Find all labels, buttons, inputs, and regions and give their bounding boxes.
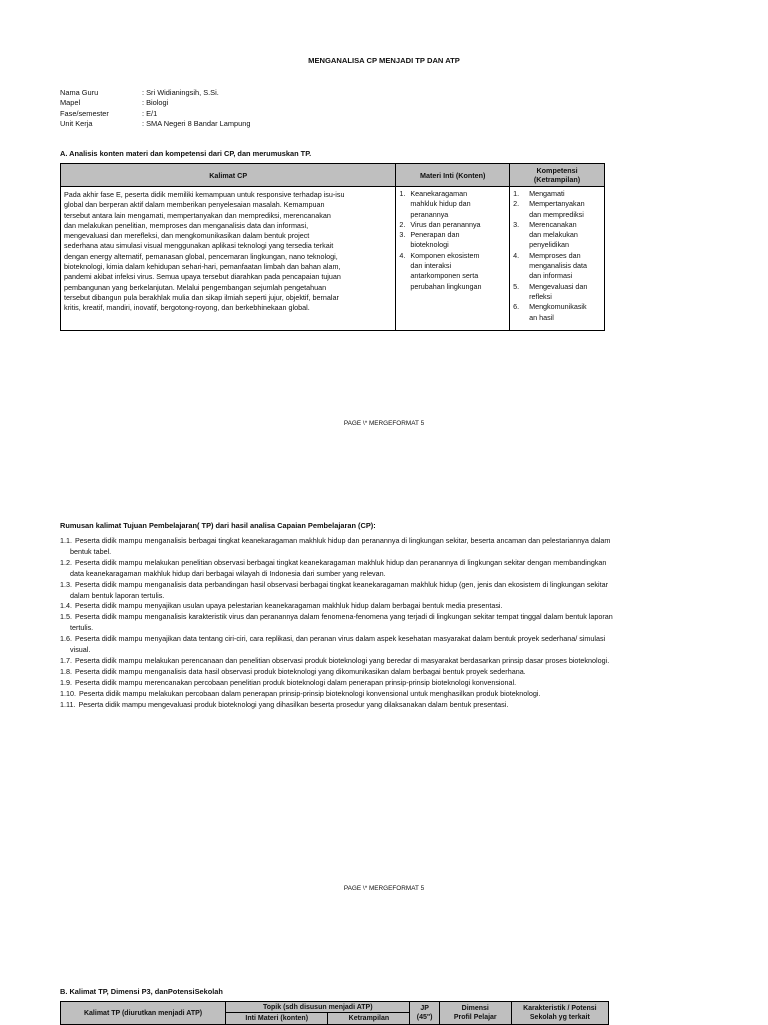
materi-item <box>396 189 507 220</box>
kompetensi-cell <box>510 187 605 331</box>
cp-text-line: tersebut antara lain mengamati, mempertanyakan dan memprediksi, merencanakan <box>64 210 331 220</box>
tp-item-line <box>60 689 710 700</box>
tp-item-text: Peserta didik mampu menyajikan data tentang ciri-ciri, cara replikasi, dan peranan virus dalam aspek kesehatan masyarakat dalam bentuk proyek sederhana/ simulasi <box>75 634 606 644</box>
materi-item-line: Penerapan dan <box>410 230 460 240</box>
info-label: Nama Guru <box>60 88 99 97</box>
materi-item-line: bioteknologi <box>410 240 449 250</box>
tp-item-text: Peserta didik mampu menyajikan usulan upaya pelestarian keanekaragaman makhluk hidup dalam berbagai bentuk media presentasi. <box>75 601 503 611</box>
tp-item-line <box>60 678 710 689</box>
materi-item-line: mahkluk hidup dan <box>410 199 471 209</box>
materi-item-line: dan interaksi <box>410 261 452 271</box>
materi-item-number: 4. <box>399 250 406 260</box>
header-dimensi-line2: Profil Pelajar <box>453 1014 497 1021</box>
info-row <box>60 88 250 98</box>
kompetensi-item-number: 2. <box>513 199 520 209</box>
tp-item-text: Peserta didik mampu menganalisis data perbandingan hasil observasi berbagai tingkat keanekaragaman makhluk hidup (gen, jenis dan ekosistem di lingkungan sekitar <box>75 579 608 589</box>
kompetensi-item-line: Merencanakan <box>529 219 577 229</box>
header-dimensi-line1: Dimensi <box>461 1005 489 1012</box>
kompetensi-item-line: Mengkomunikasik <box>529 302 587 312</box>
header-inti-materi: Inti Materi (konten) <box>226 1013 328 1025</box>
cp-text-line: bioteknologi, kimia dalam kehidupan sehari-hari, pemanfaatan limbah dan bahan alam, <box>64 262 341 272</box>
info-row <box>60 109 250 119</box>
kompetensi-item-line: refleksi <box>529 291 552 301</box>
tp-item-text: visual. <box>70 645 91 655</box>
info-value: : SMA Negeri 8 Bandar Lampung <box>142 118 251 128</box>
kompetensi-item-text <box>529 282 587 303</box>
header-kalimat-tp: Kalimat TP (diurutkan menjadi ATP) <box>61 1002 226 1025</box>
kompetensi-item <box>510 282 602 303</box>
info-label: Fase/semester <box>60 108 109 118</box>
kompetensi-item-number: 1. <box>513 189 520 198</box>
materi-cell <box>396 187 510 331</box>
tp-item-text: tertulis. <box>70 623 94 633</box>
materi-item-number: 1. <box>399 189 406 198</box>
tp-item-line <box>60 700 710 711</box>
document-title: MENGANALISA CP MENJADI TP DAN ATP <box>308 56 460 65</box>
tp-item-line <box>60 569 710 580</box>
kompetensi-item-line: Mengevaluasi dan <box>529 281 588 291</box>
tp-item-line <box>60 645 710 656</box>
tp-item-line <box>60 580 710 591</box>
tp-item-number: 1.10. <box>60 688 76 698</box>
tp-item-number: 1.4. <box>60 601 72 611</box>
kompetensi-item <box>510 251 602 282</box>
header-jp <box>410 1002 439 1025</box>
materi-item-line: peranannya <box>410 209 449 219</box>
kompetensi-item-line: dan memprediksi <box>529 209 584 219</box>
materi-item-line: Keanekaragaman <box>410 189 468 198</box>
tp-item-line <box>60 612 710 623</box>
tp-item-text: Peserta didik mampu melakukan penelitian observasi berbagai tingkat keanekaragaman makhluk hidup dan peranannya di lingkungan sekitar dengan membandingkan <box>75 557 607 567</box>
info-label: Mapel <box>60 98 81 108</box>
section-a-heading: A. Analisis konten materi dan kompetensi dari CP, dan merumuskan TP. <box>60 149 312 158</box>
cp-text-line: global dan berperan aktif dalam memberikan penyelesaian masalah. Kemampuan <box>64 200 325 210</box>
tp-item-line <box>60 634 710 645</box>
materi-item-line: Virus dan peranannya <box>410 219 481 229</box>
info-row <box>60 98 250 108</box>
cp-text-line: kritis, kreatif, mandiri, inovatif, bergotong-royong, dan berkebhinekaan global. <box>64 303 310 313</box>
header-kompetensi <box>510 164 605 187</box>
tp-item-text: data keanekaragaman makhluk hidup dari berbagai wilayah di Indonesia dari sumber yang relevan. <box>70 568 386 578</box>
cp-text-line: dengan energy alternatif, pemanasan global, pencemaran lingkungan, nano teknologi, <box>64 251 338 261</box>
kompetensi-item-text <box>529 302 587 323</box>
header-kompetensi-line2: (Ketrampilan) <box>533 175 581 184</box>
cp-text-line: tersebut dibangun pula berakhlak mulia dan sikap ilmiah seperti jujur, objektif, bernalar <box>64 292 339 302</box>
materi-item-text <box>410 230 459 251</box>
cp-text-line: pembangunan yang berkelanjutan. Melalui pengembangan sejumlah pengetahuan <box>64 282 327 292</box>
kompetensi-item-line: an hasil <box>529 312 554 322</box>
tp-item-number: 1.11. <box>60 699 76 709</box>
kompetensi-item-number: 3. <box>513 219 520 229</box>
tp-item-line <box>60 536 710 547</box>
info-value: : E/1 <box>142 108 158 118</box>
kompetensi-item-number: 5. <box>513 281 520 291</box>
header-materi-inti: Materi Inti (Konten) <box>396 164 510 187</box>
kompetensi-item-text <box>529 189 565 199</box>
info-label: Unit Kerja <box>60 118 93 128</box>
tp-item-line <box>60 601 710 612</box>
materi-item-text <box>410 189 470 220</box>
tp-list <box>60 536 710 711</box>
cp-analysis-table <box>60 163 605 331</box>
identity-block <box>60 88 250 129</box>
tp-item-line <box>60 547 710 558</box>
kompetensi-item <box>510 220 602 251</box>
tp-item-text: Peserta didik mampu melakukan percobaan dalam penerapan prinsip-prinsip bioteknologi konvensional untuk menghasilkan produk bioteknologi. <box>79 688 541 698</box>
tp-item-number: 1.5. <box>60 612 72 622</box>
kompetensi-item-line: Memproses dan <box>529 250 581 260</box>
materi-item-line: Komponen ekosistem <box>410 250 480 260</box>
tp-item-line <box>60 623 710 634</box>
materi-item-line: perubahan lingkungan <box>410 281 482 291</box>
info-row <box>60 119 250 129</box>
kompetensi-item <box>510 189 602 199</box>
tp-heading: Rumusan kalimat Tujuan Pembelajaran( TP) dari hasil analisa Capaian Pembelajaran (CP): <box>60 521 376 530</box>
tp-item-text: Peserta didik mampu melakukan perencanaan dan penelitian observasi produk bioteknologi yang beredar di masyarakat berdasarkan prinsip dasar proses bioteknologi. <box>75 655 610 665</box>
header-ketrampilan: Ketrampilan <box>328 1013 410 1025</box>
page-field-footer-2: PAGE \* MERGEFORMAT 5 <box>343 885 425 892</box>
header-topik: Topik (sdh disusun menjadi ATP) <box>226 1002 410 1013</box>
tp-item-text: Peserta didik mampu menganalisis data hasil observasi produk bioteknologi yang dikomunikasikan dalam berbagai bentuk proyek sederhana. <box>75 666 526 676</box>
cp-text-cell <box>61 187 396 331</box>
cp-text-line: dan melakukan penelitian, memproses dan menganalisis data dan informasi, <box>64 220 309 230</box>
kompetensi-item <box>510 302 602 323</box>
header-karakteristik-line2: Sekolah yg terkait <box>529 1014 590 1021</box>
page-field-footer: PAGE \* MERGEFORMAT 5 <box>343 420 425 427</box>
materi-item-number: 2. <box>399 219 406 229</box>
kompetensi-item-number: 4. <box>513 250 520 260</box>
tp-item-text: Peserta didik mampu merencanakan percobaan penelitian produk bioteknologi dalam penerapan prinsip-prinsip bioteknologi konvensional. <box>75 677 517 687</box>
tp-item-number: 1.7. <box>60 655 72 665</box>
tp-item-line <box>60 591 710 602</box>
tp-item-text: Peserta didik mampu mengevaluasi produk bioteknologi yang dihasilkan beserta prosedur yang dilaksanakan dalam bentuk presentasi. <box>78 699 509 709</box>
header-karakteristik-line1: Karakteristik / Potensi <box>523 1005 597 1012</box>
tp-item-number: 1.2. <box>60 557 72 567</box>
materi-item-text <box>410 251 481 292</box>
kompetensi-item-text <box>529 220 578 251</box>
tp-item-number: 1.3. <box>60 579 72 589</box>
header-karakteristik <box>511 1002 608 1025</box>
tp-item-number: 1.8. <box>60 666 72 676</box>
kompetensi-item-line: Mempertanyakan <box>529 199 585 209</box>
tp-item-number: 1.9. <box>60 677 72 687</box>
materi-item <box>396 230 507 251</box>
header-dimensi <box>439 1002 511 1025</box>
tp-item-text: bentuk tabel. <box>70 546 112 556</box>
materi-item-number: 3. <box>399 230 406 240</box>
tp-item-number: 1.6. <box>60 634 72 644</box>
kompetensi-item <box>510 199 602 220</box>
header-jp-line2: (45") <box>416 1014 433 1021</box>
header-kompetensi-line1: Kompetensi <box>536 166 578 175</box>
kompetensi-item-line: dan informasi <box>529 271 573 281</box>
header-kalimat-cp: Kalimat CP <box>61 164 396 187</box>
kompetensi-item-text <box>529 251 587 282</box>
cp-text-line: mengevaluasi dan merefleksi, dan mengkomunikasikan dalam bentuk project <box>64 231 310 241</box>
kompetensi-item-line: menganalisis data <box>529 261 588 271</box>
cp-text-line: Pada akhir fase E, peserta didik memiliki kemampuan untuk responsive terhadap isu-isu <box>64 190 345 199</box>
tp-item-text: dalam bentuk laporan tertulis. <box>70 590 165 600</box>
tp-item-text: Peserta didik mampu menganalisis berbagai tingkat keanekaragaman makhluk hidup dan peranannya di lingkungan sekitar, beserta ancaman dan pelestariannya dalam <box>75 536 611 545</box>
kompetensi-item-line: dan melakukan <box>529 230 578 240</box>
info-value: : Sri Widianingsih, S.Si. <box>142 88 219 97</box>
tp-item-line <box>60 667 710 678</box>
tp-item-line <box>60 656 710 667</box>
header-jp-line1: JP <box>420 1005 429 1012</box>
tp-item-line <box>60 558 710 569</box>
section-b-heading: B. Kalimat TP, Dimensi P3, danPotensiSekolah <box>60 987 223 996</box>
tp-item-number: 1.1. <box>60 536 72 545</box>
cp-text-line: sederhana atau simulasi visual menggunakan aplikasi teknologi yang tersedia terkait <box>64 241 334 251</box>
tp-atp-table <box>60 1001 609 1025</box>
cp-text-line: pandemi akibat infeksi virus. Semua upaya tersebut diarahkan pada pencapaian tujuan <box>64 272 341 282</box>
kompetensi-item-line: penyelidikan <box>529 240 570 250</box>
info-value: : Biologi <box>142 98 169 108</box>
materi-item-line: antarkomponen serta <box>410 271 479 281</box>
tp-item-text: Peserta didik mampu menganalisis karakteristik virus dan peranannya dalam fenomena-fenomena yang terjadi di lingkungan sekitar tempat tinggal dalam bentuk laporan <box>75 612 613 622</box>
kompetensi-item-number: 6. <box>513 302 520 312</box>
kompetensi-item-text <box>529 199 585 220</box>
materi-item <box>396 251 507 292</box>
materi-item <box>396 220 507 230</box>
kompetensi-item-line: Mengamati <box>529 189 565 198</box>
materi-item-text <box>410 220 480 230</box>
